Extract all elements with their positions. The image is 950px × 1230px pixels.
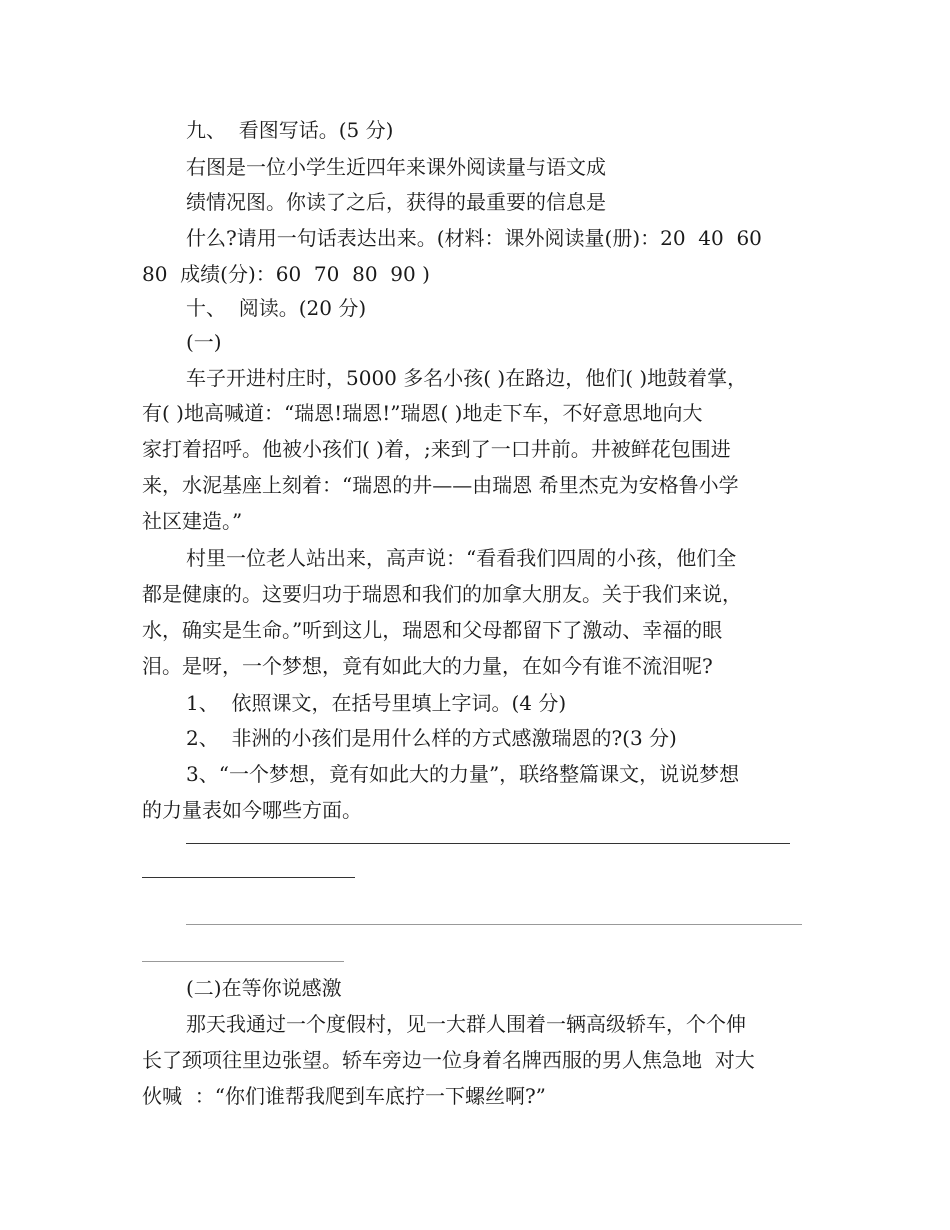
question-2: 2、 非洲的小孩们是用什么样的方式感激瑞恩的?(3 分) [186, 726, 677, 750]
section-9-line-4: 80 成绩(分)：60 70 80 90 ) [142, 262, 430, 286]
question-3-line-1: 3、“一个梦想，竟有如此大的力量”，联络整篇课文，说说梦想 [186, 762, 740, 786]
answer-line-3 [186, 924, 802, 925]
passage-1-line-2: 有( )地高喊道：“瑞恩!瑞恩!”瑞恩( )地走下车，不好意思地向大 [142, 401, 703, 425]
passage-1-line-4: 来，水泥基座上刻着：“瑞恩的井——由瑞恩 希里杰克为安格鲁小学 [142, 473, 739, 497]
section-9-line-3: 什么?请用一句话表达出来。(材料：课外阅读量(册)：20 40 60 [186, 226, 762, 250]
answer-line-2 [142, 877, 355, 878]
passage-3-line-2: 长了颈项往里边张望。轿车旁边一位身着名牌西服的男人焦急地 对大 [142, 1048, 755, 1072]
passage-3-line-3: 伙喊 ：“你们谁帮我爬到车底拧一下螺丝啊?” [142, 1084, 546, 1108]
section-9-line-2: 绩情况图。你读了之后，获得的最重要的信息是 [186, 190, 606, 214]
passage-2-line-1: 村里一位老人站出来，高声说：“看看我们四周的小孩，他们全 [186, 546, 737, 570]
section-9-line-1: 右图是一位小学生近四年来课外阅读量与语文成 [186, 155, 606, 179]
part-1-label: (一) [186, 330, 222, 354]
passage-1-line-5: 社区建造。” [142, 509, 243, 533]
section-9-heading: 九、 看图写话。(5 分) [186, 118, 394, 142]
section-10-heading: 十、 阅读。(20 分) [186, 296, 367, 320]
passage-2-line-3: 水，确实是生命。”听到这儿，瑞恩和父母都留下了激动、幸福的眼 [142, 618, 723, 642]
question-3-line-2: 的力量表如今哪些方面。 [142, 798, 362, 822]
passage-2-line-4: 泪。是呀，一个梦想，竟有如此大的力量，在如今有谁不流泪呢? [142, 654, 713, 678]
passage-1-line-1: 车子开进村庄时，5000 多名小孩( )在路边，他们( )地鼓着掌， [186, 366, 748, 390]
passage-2-line-2: 都是健康的。这要归功于瑞恩和我们的加拿大朋友。关于我们来说， [142, 582, 742, 606]
question-1: 1、 依照课文，在括号里填上字词。(4 分) [186, 691, 567, 715]
passage-3-line-1: 那天我通过一个度假村，见一大群人围着一辆高级轿车，个个伸 [186, 1012, 746, 1036]
passage-1-line-3: 家打着招呼。他被小孩们( )着，;来到了一口井前。井被鲜花包围进 [142, 437, 731, 461]
answer-line-1 [186, 843, 790, 844]
answer-line-4 [142, 961, 344, 962]
part-2-title: (二)在等你说感激 [186, 976, 342, 1000]
